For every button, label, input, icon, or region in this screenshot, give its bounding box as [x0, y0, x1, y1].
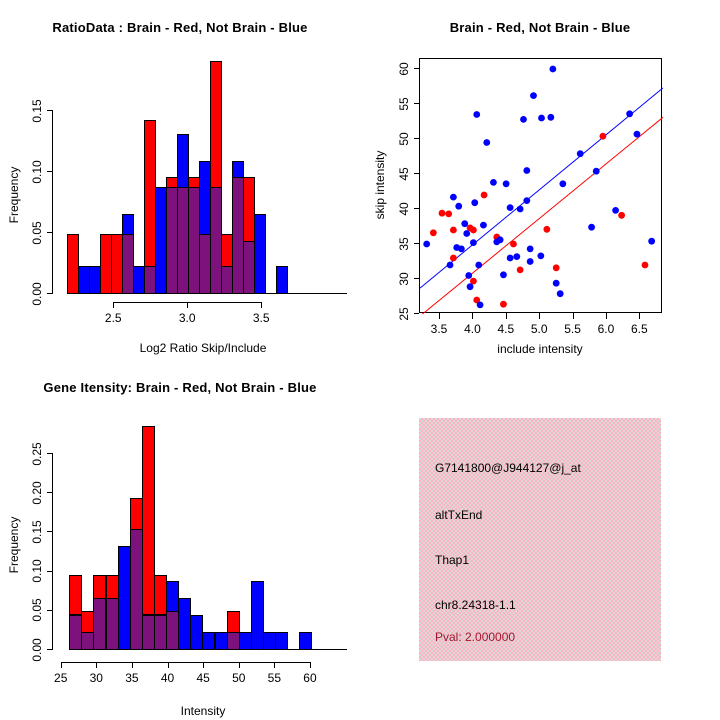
scatter-point-brain [450, 227, 457, 234]
scatter-point-not-brain [626, 110, 633, 117]
scatter-point-not-brain [467, 283, 474, 290]
scatter-point-brain [430, 229, 437, 236]
scatter-point-brain [517, 267, 524, 274]
scatter-point-not-brain [500, 271, 507, 278]
scatter-plot-box [419, 58, 662, 313]
hist-bar-segment [202, 632, 215, 650]
scatter-point-not-brain [473, 111, 480, 118]
x-tick-label: 60 [303, 671, 317, 685]
x-axis-tick [310, 662, 311, 668]
hist-bar-segment [210, 61, 222, 188]
x-tick-label: 25 [54, 671, 68, 685]
scatter-point-not-brain [507, 204, 514, 211]
scatter-point-brain [543, 226, 550, 233]
y-axis-tick [47, 293, 52, 294]
scatter-point-not-brain [527, 258, 534, 265]
y-tick-label: 0.05 [30, 598, 44, 622]
x-tick-label: 4.0 [464, 322, 481, 336]
info-box [419, 418, 661, 661]
x-axis-tick [539, 313, 540, 319]
x-axis-tick [168, 662, 169, 668]
x-axis-tick [187, 302, 188, 308]
y-tick-label: 0.15 [30, 98, 44, 123]
x-axis-tick [132, 662, 133, 668]
y-tick-label: 25 [397, 306, 411, 321]
hist-bar-segment [254, 214, 266, 294]
y-axis-line [52, 453, 53, 650]
y-axis-tick [414, 208, 419, 209]
scatter-point-not-brain [463, 230, 470, 237]
y-axis-tick [414, 138, 419, 139]
y-axis-tick [414, 103, 419, 104]
hist-bar-overlap-segment [93, 598, 106, 650]
x-tick-label: 30 [89, 671, 103, 685]
hist-bar-segment [232, 161, 244, 178]
scatter-point-not-brain [475, 262, 482, 269]
scatter-point-brain [470, 227, 477, 234]
scatter-point-not-brain [612, 207, 619, 214]
ratio-histogram-title: RatioData : Brain - Red, Not Brain - Blue [52, 20, 308, 35]
y-tick-label: 0.05 [30, 220, 44, 245]
scatter-point-brain [500, 301, 507, 308]
scatter-point-not-brain [480, 222, 487, 229]
y-axis-tick [47, 649, 52, 650]
hist-bar-segment [122, 214, 134, 236]
scatter-point-not-brain [490, 179, 497, 186]
scatter-point-not-brain [477, 302, 484, 309]
hist-bar-segment [227, 611, 240, 632]
scatter-point-not-brain [461, 220, 468, 227]
scatter-point-not-brain [517, 206, 524, 213]
y-axis-tick [414, 278, 419, 279]
x-axis-tick [439, 313, 440, 319]
hist-bar-segment [69, 575, 82, 616]
scatter-point-brain [553, 264, 560, 271]
panel-ratio-histogram [0, 0, 360, 360]
scatter-point-not-brain [557, 290, 564, 297]
x-axis-tick [274, 662, 275, 668]
scatter-point-not-brain [503, 180, 510, 187]
x-axis-tick [573, 313, 574, 319]
scatter-x-axis-label: include intensity [497, 342, 583, 356]
scatter-point-brain [618, 212, 625, 219]
y-tick-label: 40 [397, 201, 411, 216]
y-tick-label: 30 [397, 271, 411, 286]
scatter-point-not-brain [577, 150, 584, 157]
info-pval: Pval: 2.000000 [435, 630, 516, 644]
x-tick-label: 5.5 [564, 322, 581, 336]
scatter-point-not-brain [538, 115, 545, 122]
hist-bar-segment [299, 632, 312, 650]
y-axis-tick [47, 232, 52, 233]
x-tick-label: 2.5 [104, 311, 122, 325]
scatter-point-not-brain [537, 253, 544, 260]
x-tick-label: 6.0 [597, 322, 615, 336]
hist-bar-segment [93, 575, 106, 600]
y-axis-tick [414, 313, 419, 314]
scatter-point-not-brain [549, 66, 556, 73]
ratio-y-axis-label: Frequency [7, 166, 21, 224]
y-axis-tick [414, 68, 419, 69]
scatter-point-not-brain [588, 224, 595, 231]
scatter-point-not-brain [450, 194, 457, 201]
scatter-point-not-brain [455, 203, 462, 210]
y-tick-label: 0.15 [30, 520, 44, 544]
gene-x-axis-label: Intensity [180, 704, 226, 718]
scatter-point-not-brain [471, 199, 478, 206]
x-axis-tick [61, 662, 62, 668]
x-axis-tick [261, 302, 262, 308]
info-locus: chr8.24318-1.1 [435, 598, 516, 612]
scatter-point-not-brain [458, 246, 465, 253]
hist-bar-segment [276, 266, 288, 294]
scatter-point-brain [450, 255, 457, 262]
gene-histogram-title: Gene Itensity: Brain - Red, Not Brain - Blue [43, 380, 317, 395]
x-axis-tick [472, 313, 473, 319]
scatter-point-not-brain [447, 262, 454, 269]
scatter-point-not-brain [497, 236, 504, 243]
scatter-point-not-brain [523, 197, 530, 204]
y-tick-label: 45 [397, 166, 411, 181]
x-tick-label: 55 [267, 671, 282, 685]
y-tick-label: 0.10 [30, 159, 44, 184]
y-tick-label: 0.00 [30, 637, 44, 662]
scatter-point-not-brain [470, 239, 477, 246]
y-tick-label: 55 [397, 96, 411, 111]
y-axis-tick [47, 453, 52, 454]
scatter-point-brain [439, 210, 446, 217]
y-axis-tick [414, 173, 419, 174]
y-tick-label: 50 [397, 131, 411, 146]
x-tick-label: 45 [196, 671, 210, 685]
x-tick-label: 40 [160, 671, 175, 685]
panel-info-box [360, 360, 720, 720]
y-tick-label: 0.00 [30, 281, 44, 306]
scatter-point-not-brain [559, 180, 566, 187]
x-tick-label: 4.5 [497, 322, 515, 336]
x-tick-label: 3.5 [430, 322, 448, 336]
x-axis-tick [639, 313, 640, 319]
y-tick-label: 0.10 [30, 559, 44, 583]
regression-line-brain-fit [420, 117, 663, 314]
scatter-point-not-brain [648, 238, 655, 245]
panel-intensity-scatter [360, 0, 720, 360]
scatter-point-brain [510, 241, 517, 248]
scatter-y-axis-label: skip intensity [373, 150, 387, 220]
scatter-point-not-brain [513, 253, 520, 260]
info-event-type: altTxEnd [435, 508, 483, 522]
x-tick-label: 6.5 [630, 322, 648, 336]
x-axis-tick [239, 662, 240, 668]
scatter-point-not-brain [465, 272, 472, 279]
scatter-point-not-brain [593, 168, 600, 175]
y-axis-tick [47, 110, 52, 111]
scatter-point-brain [642, 262, 649, 269]
y-axis-tick [47, 171, 52, 172]
y-axis-tick [47, 531, 52, 532]
y-tick-label: 60 [397, 61, 411, 76]
scatter-point-not-brain [423, 241, 430, 248]
info-probe-id: G7141800@J944127@j_at [435, 461, 581, 475]
y-axis-tick [414, 243, 419, 244]
y-axis-line [52, 110, 53, 294]
x-axis-tick [606, 313, 607, 319]
y-tick-label: 35 [397, 236, 411, 251]
x-axis-tick [113, 302, 114, 308]
x-tick-label: 3.0 [178, 311, 196, 325]
scatter-title: Brain - Red, Not Brain - Blue [449, 20, 631, 35]
scatter-point-not-brain [507, 255, 514, 262]
gene-y-axis-label: Frequency [7, 516, 21, 574]
scatter-point-not-brain [547, 114, 554, 121]
x-tick-label: 3.5 [252, 311, 270, 325]
y-axis-tick [47, 610, 52, 611]
x-axis-tick [203, 662, 204, 668]
x-tick-label: 35 [125, 671, 139, 685]
ratio-x-axis-label: Log2 Ratio Skip/Include [139, 341, 267, 355]
x-tick-label: 5.0 [530, 322, 548, 336]
panel-gene-histogram [0, 360, 360, 720]
scatter-point-not-brain [530, 92, 537, 99]
scatter-point-not-brain [483, 139, 490, 146]
x-axis-tick [506, 313, 507, 319]
scatter-point-not-brain [634, 131, 641, 138]
y-tick-label: 0.20 [30, 481, 44, 505]
scatter-point-not-brain [527, 246, 534, 253]
y-axis-tick [47, 571, 52, 572]
scatter-point-not-brain [553, 280, 560, 287]
scatter-point-not-brain [523, 167, 530, 174]
scatter-point-brain [481, 192, 488, 199]
scatter-point-brain [445, 211, 452, 218]
y-axis-tick [47, 492, 52, 493]
scatter-point-not-brain [520, 116, 527, 123]
scatter-point-brain [600, 133, 607, 140]
hist-bar-segment [275, 632, 288, 650]
x-axis-tick [96, 662, 97, 668]
y-tick-label: 0.25 [30, 441, 44, 466]
info-gene-name: Thap1 [435, 553, 470, 567]
x-tick-label: 50 [232, 671, 246, 685]
scatter-points-layer [420, 59, 663, 314]
